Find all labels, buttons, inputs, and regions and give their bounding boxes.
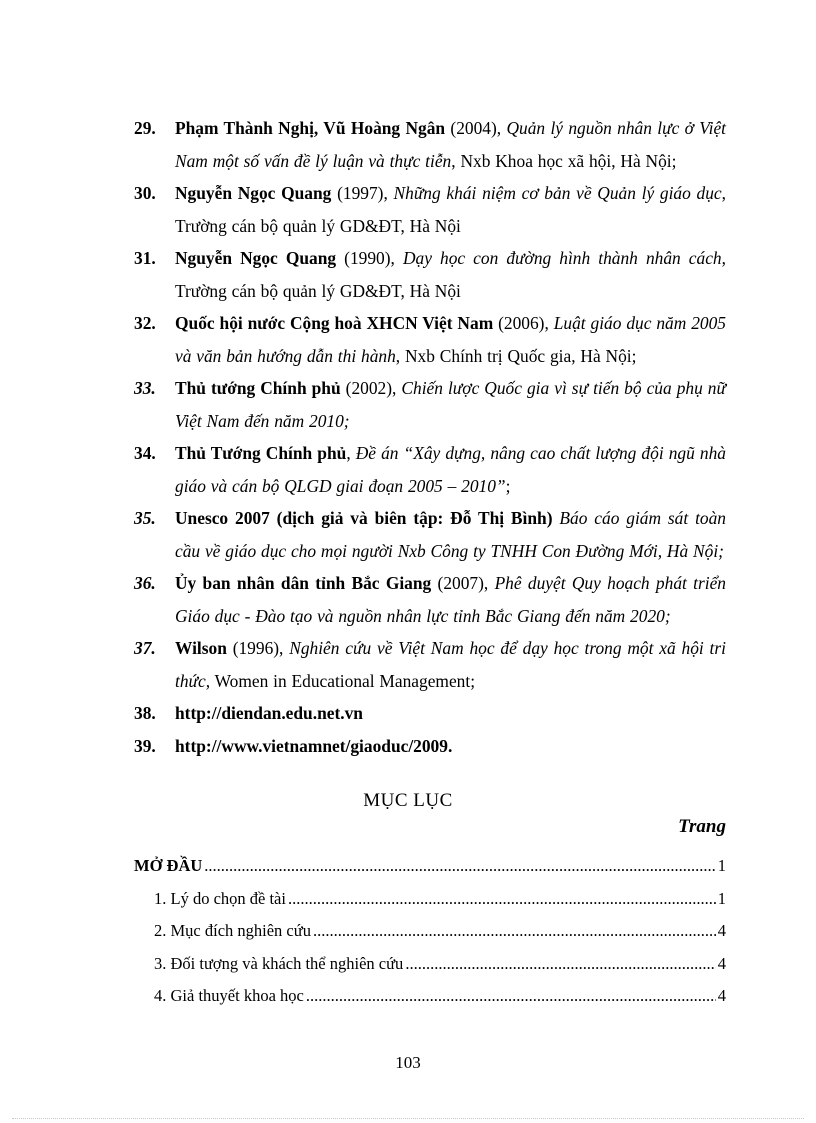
reference-year: (1996), — [226, 638, 290, 658]
reference-number: 33. — [134, 378, 156, 398]
reference-link[interactable]: http://diendan.edu.net.vn — [175, 703, 363, 723]
reference-number: 30. — [134, 183, 156, 203]
table-of-contents — [134, 850, 726, 1013]
toc-entry-page: 4 — [717, 921, 726, 940]
toc-leader-dots — [288, 883, 716, 916]
toc-entry-label: 4. Giả thuyết khoa học — [154, 986, 304, 1005]
reference-item — [134, 567, 726, 632]
reference-item — [134, 177, 726, 242]
reference-title: Báo cáo giám sát toàn cầu về giáo dục cho mọi người Nxb Công ty TNHH Con Đường Mới, Hà Nội; — [175, 508, 726, 561]
toc-entry-label: 3. Đối tượng và khách thể nghiên cứu — [154, 953, 404, 973]
toc-entry[interactable] — [134, 980, 726, 1013]
reference-item — [134, 372, 726, 437]
toc-entry[interactable] — [134, 883, 726, 916]
reference-author: Ủy ban nhân dân tỉnh Bắc Giang — [175, 573, 432, 593]
reference-author: Thủ tướng Chính phủ — [175, 378, 341, 398]
reference-title: Quản lý nguồn nhân lực ở Việt Nam một số vấn đề lý luận và thực tiễn — [175, 118, 726, 171]
reference-number: 31. — [134, 248, 156, 268]
reference-year: (2006), — [493, 313, 554, 333]
reference-number: 39. — [134, 735, 156, 756]
reference-author: Phạm Thành Nghị, Vũ Hoàng Ngân — [175, 118, 446, 138]
reference-publisher: ; — [505, 475, 511, 496]
reference-number: 29. — [134, 118, 156, 138]
toc-entry[interactable] — [134, 948, 726, 981]
toc-entry-page: 1 — [717, 856, 726, 875]
toc-title: MỤC LỤC — [363, 790, 453, 811]
reference-publisher: , Trường cán bộ quản lý GD&ĐT, Hà Nội — [175, 248, 726, 301]
reference-title: Dạy học con đường hình thành nhân cách — [402, 248, 722, 268]
page-number: 103 — [395, 1053, 421, 1072]
reference-year: (2004), — [445, 118, 507, 138]
reference-number: 38. — [134, 703, 156, 723]
toc-leader-dots — [313, 915, 716, 948]
toc-entry-page: 1 — [717, 888, 726, 908]
reference-publisher: , Nxb Chính trị Quốc gia, Hà Nội; — [395, 345, 637, 366]
reference-author: Nguyễn Ngọc Quang — [175, 183, 332, 203]
reference-year: (1997), — [331, 183, 394, 203]
toc-entry-page: 4 — [717, 986, 726, 1005]
reference-item — [134, 730, 726, 763]
toc-leader-dots — [306, 980, 716, 1013]
reference-title: Những khái niệm cơ bản về Quản lý giáo dục — [393, 183, 722, 203]
reference-year: (2002), — [340, 378, 402, 398]
reference-title: Đề án “Xây dựng, nâng cao chất lượng đội ngũ nhà giáo và cán bộ QLGD giai đoạn 2005 – 2010” — [175, 443, 726, 496]
reference-author: Thủ Tướng Chính phủ — [175, 443, 347, 463]
reference-number: 37. — [134, 638, 156, 658]
toc-leader-dots — [405, 948, 715, 981]
reference-author: Wilson — [175, 638, 227, 658]
toc-page-header: Trang — [678, 816, 726, 837]
toc-entry-label: 2. Mục đích nghiên cứu — [154, 921, 311, 940]
toc-entry[interactable] — [134, 915, 726, 948]
reference-publisher: , Trường cán bộ quản lý GD&ĐT, Hà Nội — [175, 183, 726, 236]
reference-item — [134, 632, 726, 697]
reference-item — [134, 242, 726, 307]
reference-link[interactable]: http://www.vietnamnet/giaoduc/2009. — [175, 735, 453, 756]
reference-item — [134, 697, 726, 730]
reference-number: 34. — [134, 443, 156, 463]
page-bottom-border — [12, 1118, 804, 1119]
reference-item — [134, 502, 726, 567]
reference-title: Nghiên cứu về Việt Nam học để dạy học trong một xã hội tri thức, — [175, 638, 726, 691]
toc-entry-label: MỞ ĐẦU — [134, 856, 203, 875]
toc-entry[interactable] — [134, 850, 726, 883]
reference-year: (2007), — [431, 573, 495, 593]
reference-number: 35. — [134, 508, 156, 528]
reference-item — [134, 437, 726, 502]
toc-entry-page: 4 — [717, 953, 726, 973]
reference-author: Quốc hội nước Cộng hoà XHCN Việt Nam — [175, 313, 494, 333]
toc-leader-dots — [204, 850, 715, 883]
reference-list — [134, 112, 726, 762]
toc-entry-label: 1. Lý do chọn đề tài — [154, 888, 286, 908]
reference-publisher: , Nxb Khoa học xã hội, Hà Nội; — [451, 150, 677, 171]
reference-publisher: Women in Educational Management; — [210, 670, 476, 691]
reference-author: Unesco 2007 (dịch giả và biên tập: Đỗ Thị Bình) — [175, 508, 553, 528]
reference-title: Phê duyệt Quy hoạch phát triển Giáo dục - Đào tạo và nguồn nhân lực tỉnh Bắc Giang đến năm 2020; — [175, 573, 726, 626]
reference-title: Luật giáo dục năm 2005 và văn bản hướng dẫn thi hành — [175, 313, 726, 366]
reference-number: 36. — [134, 573, 156, 593]
reference-item — [134, 112, 726, 177]
reference-year: (1990), — [336, 248, 403, 268]
reference-year: , — [346, 443, 356, 463]
reference-title: Chiến lược Quốc gia vì sự tiến bộ của phụ nữ Việt Nam đến năm 2010; — [175, 378, 726, 431]
reference-author: Nguyễn Ngọc Quang — [175, 248, 337, 268]
reference-number: 32. — [134, 313, 156, 333]
reference-item — [134, 307, 726, 372]
